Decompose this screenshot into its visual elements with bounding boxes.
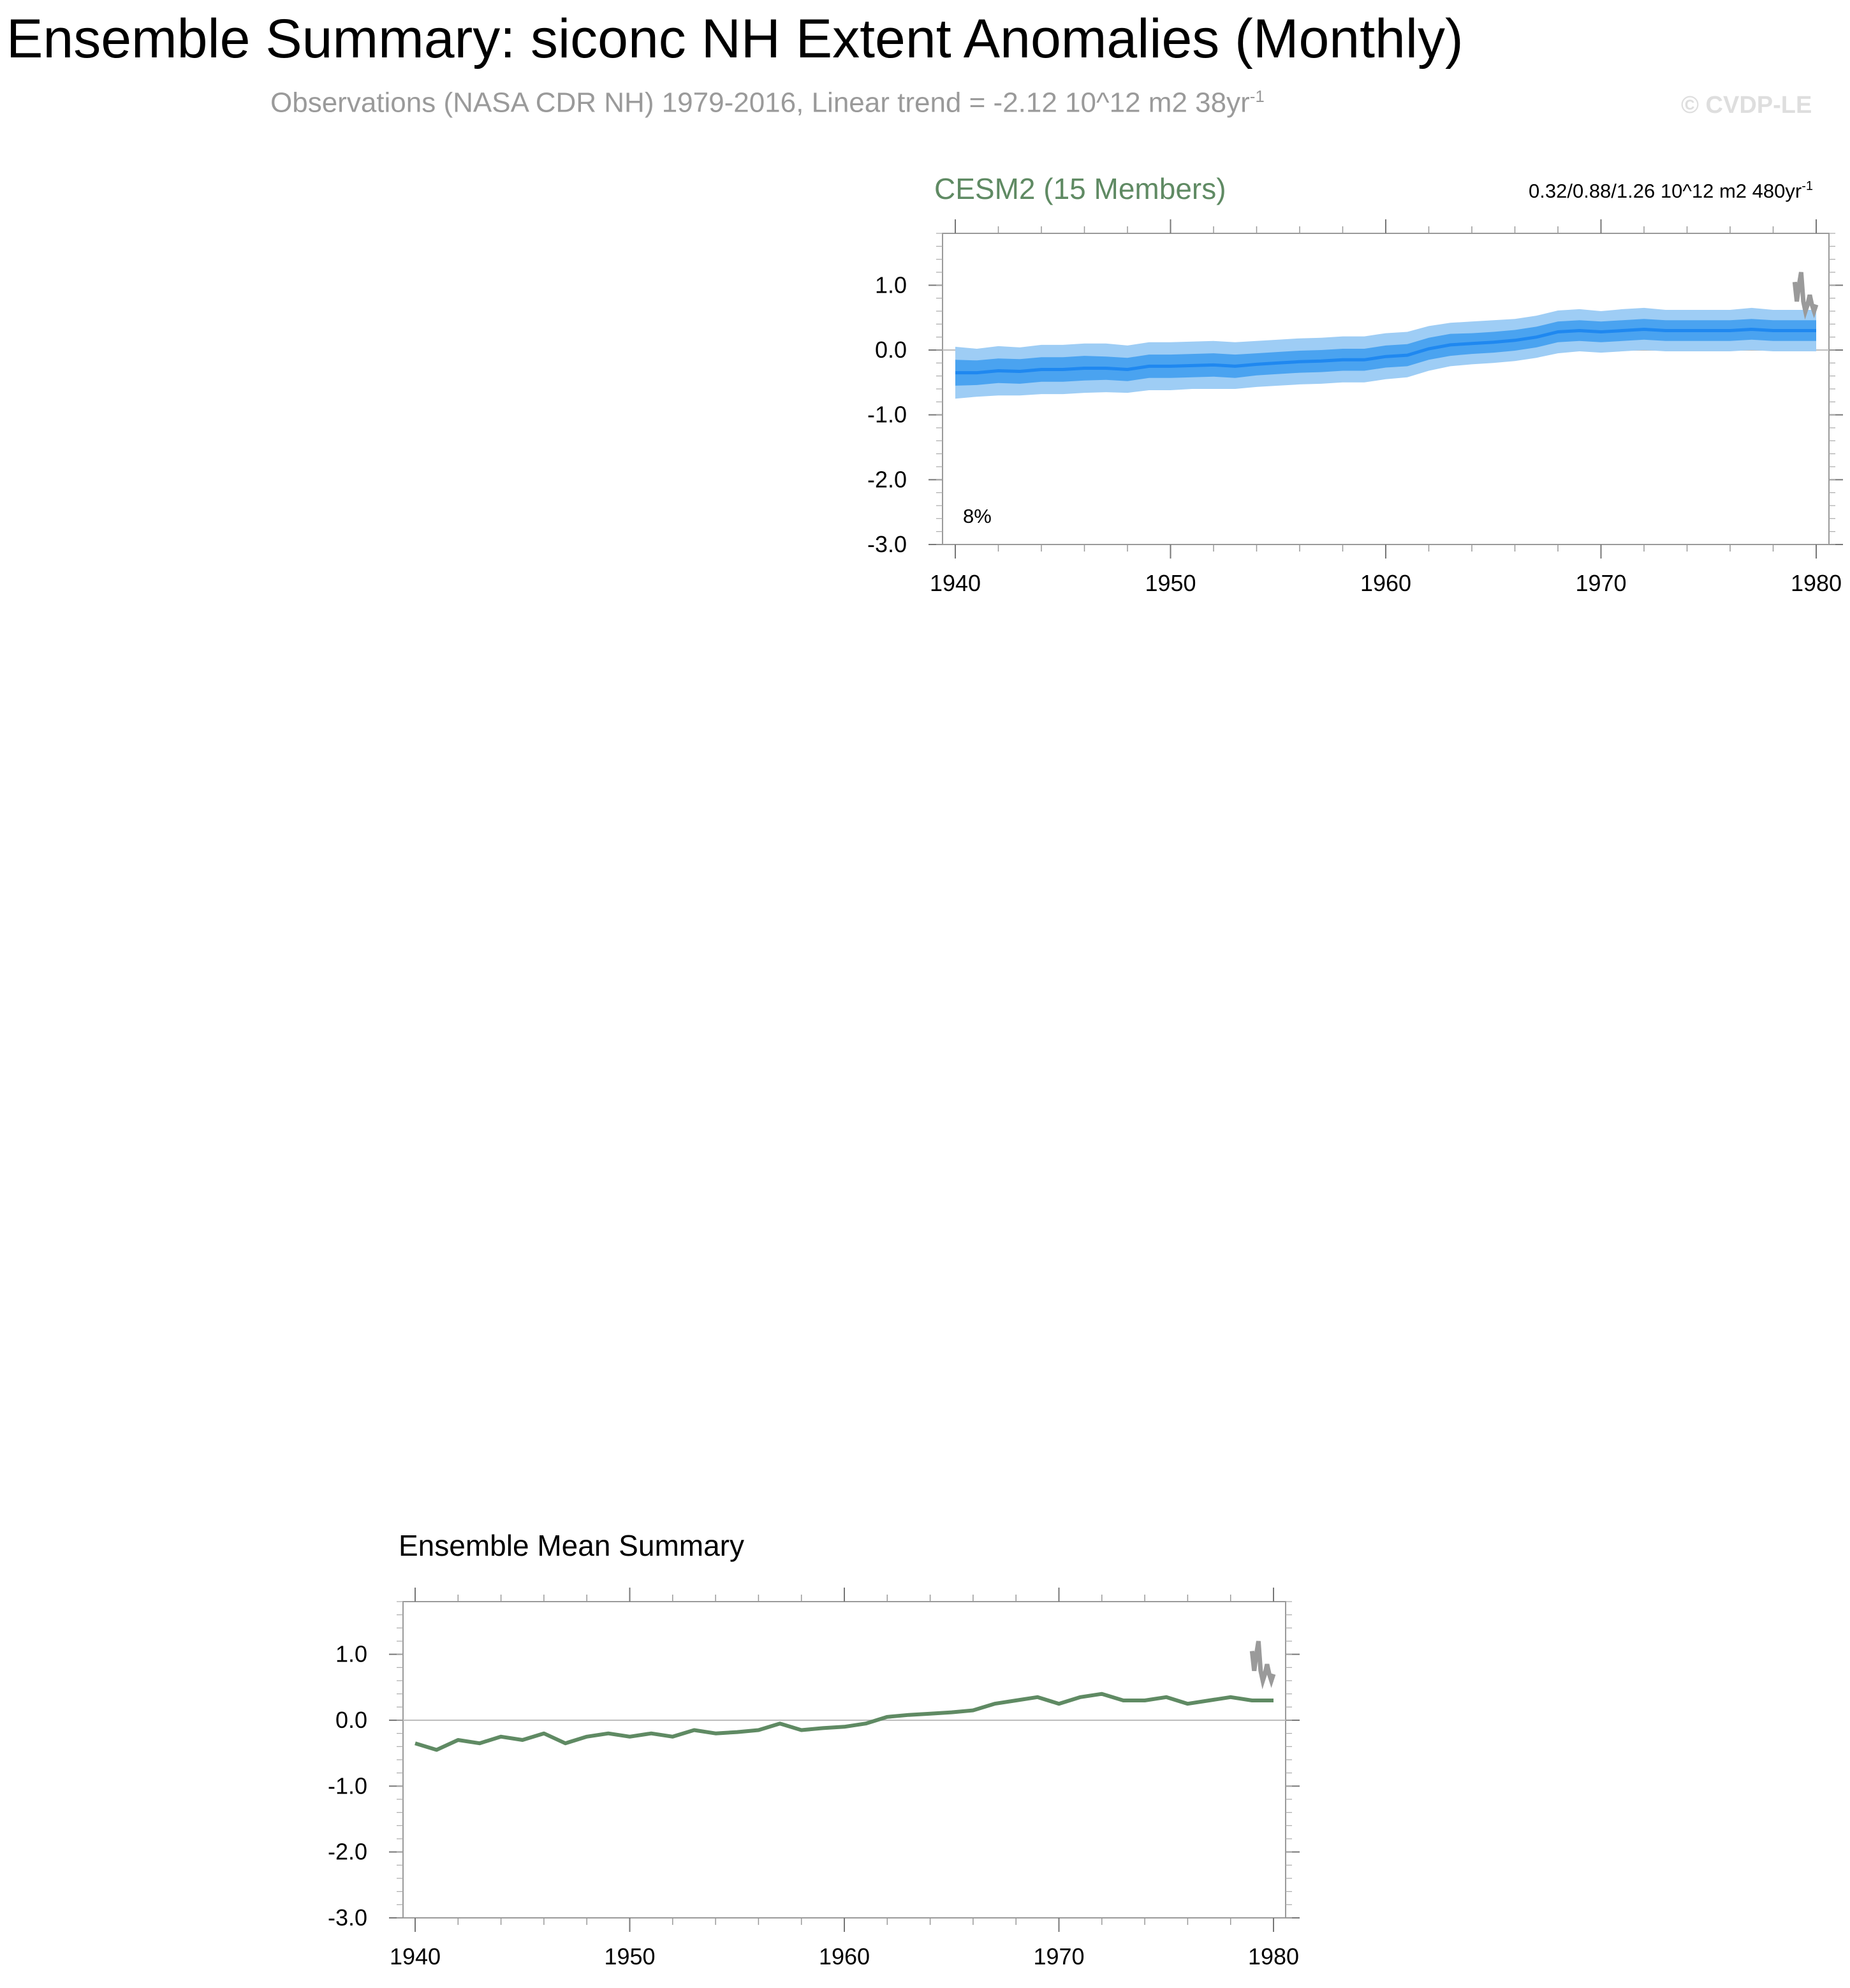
y-tick-label: -2.0 <box>867 466 907 493</box>
plot-frame <box>403 1602 1286 1918</box>
subtitle-text: Observations (NASA CDR NH) 1979-2016, Linear trend = -2.12 10^12 m2 38yr <box>270 87 1250 119</box>
plot-area <box>415 1641 1274 1750</box>
x-tick-label: 1950 <box>1145 570 1196 596</box>
page-title: Ensemble Summary: siconc NH Extent Anomalies (Monthly) <box>6 8 1464 69</box>
x-tick-label: 1980 <box>1247 1943 1300 1970</box>
trend-superscript: -1 <box>1802 179 1813 193</box>
y-tick-label: -1.0 <box>327 1772 367 1799</box>
trend-text: 0.32/0.88/1.26 10^12 m2 480yr <box>1529 180 1802 202</box>
observations-line <box>1252 1641 1274 1681</box>
y-tick-label: 1.0 <box>335 1641 367 1667</box>
y-tick-label: 0.0 <box>874 337 907 363</box>
subtitle-superscript: -1 <box>1249 87 1265 106</box>
x-tick-label: 1950 <box>604 1943 656 1970</box>
axes <box>328 1588 1300 1970</box>
y-tick-label: -2.0 <box>327 1838 367 1865</box>
ensemble-mean-line <box>415 1694 1274 1750</box>
y-tick-label: 1.0 <box>874 272 907 298</box>
chart-title: CESM2 (15 Members) <box>934 172 1226 205</box>
x-tick-label: 1970 <box>1575 570 1627 596</box>
watermark: © CVDP-LE <box>1681 92 1812 119</box>
x-tick-label: 1970 <box>1033 1943 1085 1970</box>
percent-annotation: 8% <box>963 505 992 527</box>
y-tick-label: 0.0 <box>335 1707 367 1733</box>
x-tick-label: 1960 <box>818 1943 870 1970</box>
y-tick-label: -1.0 <box>867 401 907 428</box>
x-tick-label: 1940 <box>389 1943 441 1970</box>
x-tick-label: 1960 <box>1360 570 1412 596</box>
x-tick-label: 1980 <box>1790 570 1842 596</box>
chart-title: Ensemble Mean Summary <box>399 1529 744 1562</box>
y-tick-label: -3.0 <box>327 1904 367 1931</box>
y-tick-label: -3.0 <box>867 531 907 557</box>
x-tick-label: 1940 <box>929 570 981 596</box>
